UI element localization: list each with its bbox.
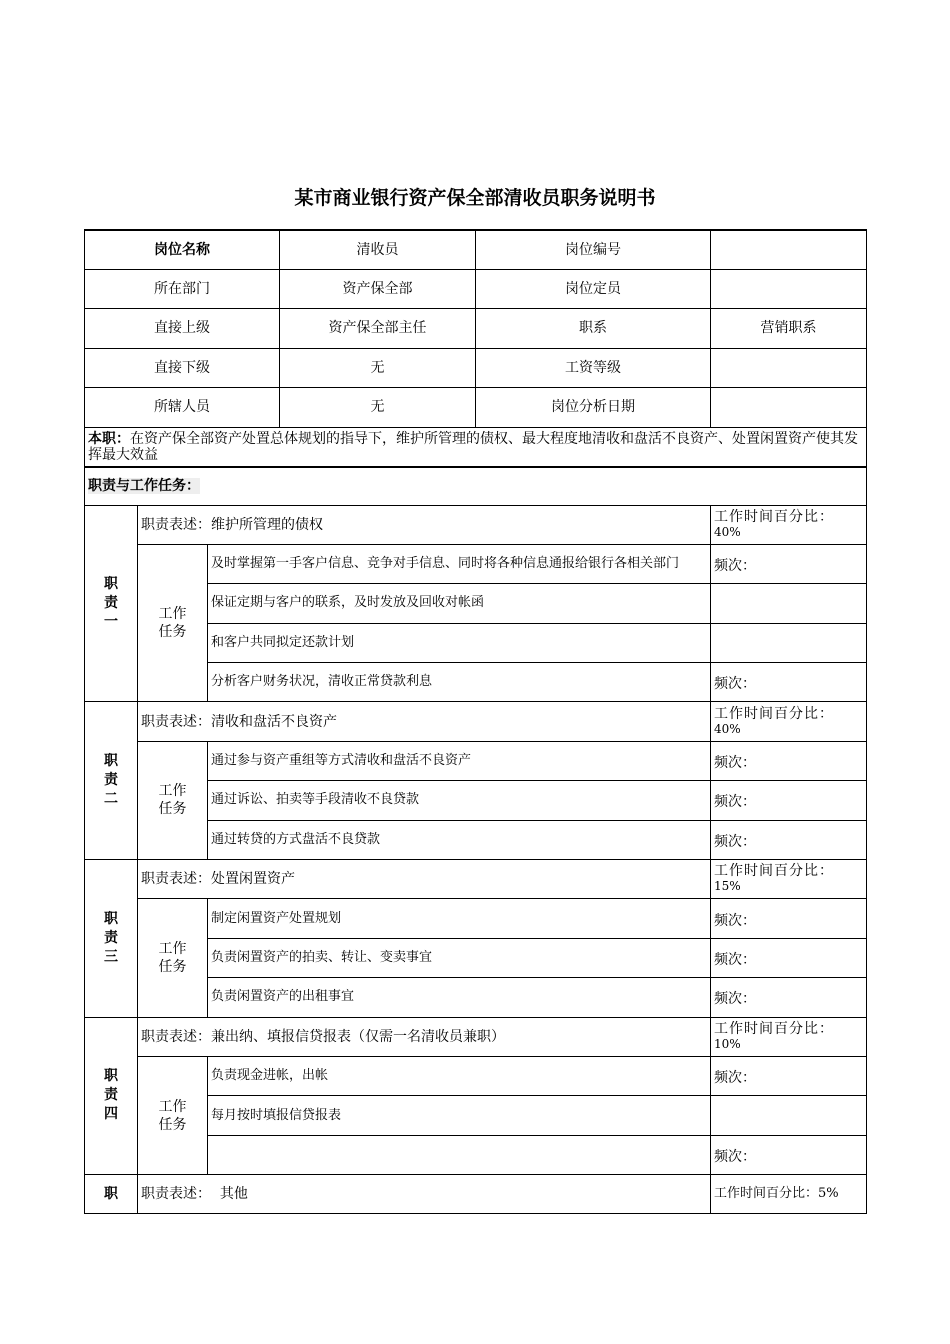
task-frequency [711,623,867,662]
duty-name: 职 [85,1175,138,1214]
task-text: 通过诉讼、拍卖等手段清收不良贷款 [208,781,711,820]
duties-header-cell [85,467,867,505]
duties-header: 职责与工作任务： [88,478,200,495]
info-value [711,230,867,269]
task-row [85,544,867,583]
work-task-label [138,1056,208,1174]
main-duty-label: 本职： [88,430,130,447]
work-task-label-line: 工作 [158,940,187,957]
document-title: 某市商业银行资产保全部清收员职务说明书 [294,187,656,209]
info-label: 直接下级 [85,348,280,387]
task-frequency: 频次： [711,1056,867,1095]
duty-name-char: 责 [104,1087,118,1104]
info-row [85,348,867,387]
duty-statement: 职责表述： 其他 [138,1175,711,1214]
info-value: 营销职系 [711,308,867,348]
duty-statement-row [85,1175,867,1214]
task-frequency [711,584,867,623]
work-task-label [138,741,208,859]
task-text: 制定闲置资产处置规划 [208,899,711,938]
duty-name-char: 责 [104,594,118,611]
info-label: 职系 [476,308,711,348]
info-label: 工资等级 [476,348,711,387]
task-frequency: 频次： [711,781,867,820]
info-value: 资产保全部主任 [280,308,476,348]
task-text: 和客户共同拟定还款计划 [208,623,711,662]
task-frequency: 频次： [711,741,867,780]
info-label: 岗位定员 [476,269,711,308]
duty-time-percent [711,1017,867,1056]
work-task-label-line: 任务 [158,1116,187,1133]
task-frequency: 频次： [711,820,867,859]
info-label: 直接上级 [85,308,280,348]
task-text: 负责闲置资产的拍卖、转让、变卖事宜 [208,938,711,977]
info-value: 清收员 [280,230,476,269]
main-duty-text: 在资产保全部资产处置总体规划的指导下，维护所管理的债权、最大程度地清收和盘活不良资产、处置闲置资产使其发挥最大效益 [88,430,858,463]
task-text: 分析客户财务状况，清收正常贷款利息 [208,663,711,702]
job-description-table [84,229,867,1214]
duty-time-percent [711,860,867,899]
duty-name-char: 职 [104,1068,118,1085]
time-percent-label: 工作时间百分比： [714,863,834,880]
info-row [85,269,867,308]
time-percent-value: 10% [714,1036,741,1051]
duty-statement-row [85,1017,867,1056]
duty-time-percent [711,702,867,741]
duty-name-char: 一 [104,613,118,630]
duty-statement: 职责表述：处置闲置资产 [138,860,711,899]
work-task-label [138,544,208,702]
info-label: 所辖人员 [85,387,280,427]
duty-name [85,505,138,702]
duty-name [85,860,138,1018]
work-task-label-line: 工作 [158,783,187,800]
time-percent-label: 工作时间百分比： [714,1020,834,1037]
duty-name-char: 职 [104,910,118,927]
task-frequency: 频次： [711,978,867,1017]
task-row [85,1056,867,1095]
duty-time-percent: 工作时间百分比：5% [711,1175,867,1214]
task-text: 及时掌握第一手客户信息、竞争对手信息、同时将各种信息通报给银行各相关部门 [208,544,711,583]
time-percent-label: 工作时间百分比： [714,508,834,525]
task-text [208,1135,711,1174]
task-text: 保证定期与客户的联系，及时发放及回收对帐函 [208,584,711,623]
duty-time-percent [711,505,867,544]
duty-name-char: 责 [104,772,118,789]
time-percent-value: 40% [714,524,741,539]
duty-statement-row [85,860,867,899]
main-duty-cell [85,427,867,467]
duty-name-char: 责 [104,929,118,946]
time-percent-label: 工作时间百分比： [714,705,834,722]
duty-statement-row [85,505,867,544]
info-label: 岗位名称 [85,230,280,269]
info-value: 无 [280,387,476,427]
task-text: 负责现金进帐，出帐 [208,1056,711,1095]
duty-name-char: 职 [104,753,118,770]
duty-statement-row [85,702,867,741]
task-text: 通过转贷的方式盘活不良贷款 [208,820,711,859]
info-label: 岗位分析日期 [476,387,711,427]
work-task-label-line: 任务 [158,624,187,641]
task-text: 每月按时填报信贷报表 [208,1096,711,1135]
info-value: 无 [280,348,476,387]
time-percent-value: 40% [714,721,741,736]
work-task-label [138,899,208,1017]
work-task-label-line: 工作 [158,606,187,623]
work-task-label-line: 任务 [158,958,187,975]
task-text: 负责闲置资产的出租事宜 [208,978,711,1017]
duty-name-char: 二 [104,791,118,808]
info-value: 资产保全部 [280,269,476,308]
main-duty-row [85,427,867,467]
time-percent-value: 15% [714,879,741,894]
task-row [85,741,867,780]
work-task-label-line: 任务 [158,801,187,818]
task-frequency: 频次： [711,663,867,702]
duty-statement: 职责表述：维护所管理的债权 [138,505,711,544]
work-task-label-line: 工作 [158,1098,187,1115]
task-text: 通过参与资产重组等方式清收和盘活不良资产 [208,741,711,780]
info-label: 所在部门 [85,269,280,308]
duty-name [85,702,138,860]
duties-header-row [85,467,867,505]
info-value [711,387,867,427]
info-label: 岗位编号 [476,230,711,269]
duty-statement: 职责表述：兼出纳、填报信贷报表（仅需一名清收员兼职） [138,1017,711,1056]
task-frequency: 频次： [711,1135,867,1174]
task-frequency [711,1096,867,1135]
task-frequency: 频次： [711,544,867,583]
info-value [711,269,867,308]
info-value [711,348,867,387]
task-row [85,899,867,938]
info-row [85,230,867,269]
task-frequency: 频次： [711,899,867,938]
duty-name-char: 四 [104,1106,118,1123]
duty-statement: 职责表述：清收和盘活不良资产 [138,702,711,741]
duty-name-char: 职 [104,575,118,592]
info-row [85,308,867,348]
duty-name-char: 三 [104,948,118,965]
duty-name [85,1017,138,1175]
task-frequency: 频次： [711,938,867,977]
info-row [85,387,867,427]
